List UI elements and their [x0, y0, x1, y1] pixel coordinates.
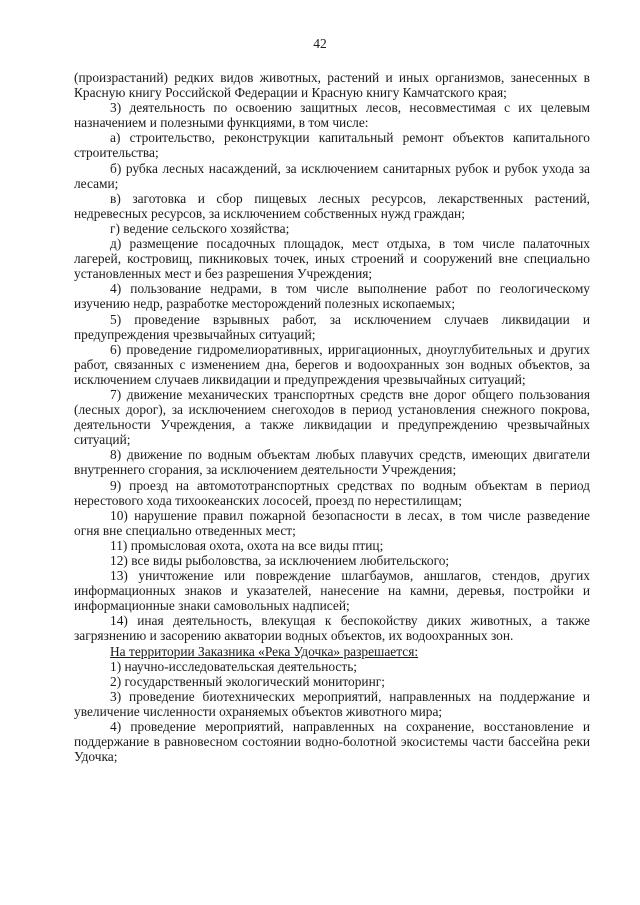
paragraph: 12) все виды рыболовства, за исключением любительского;	[110, 553, 450, 568]
section-heading	[74, 644, 590, 659]
paragraph: 9) проезд на автомототранспортных средствах по водным объектам в период нерестового хода тихоокеанских лососей, проезд по нерестилищам;	[74, 477, 590, 508]
paragraph: а) строительство, реконструкции капитальный ремонт объектов капитального строительства;	[74, 130, 590, 161]
section-heading-text: На территории Заказника «Река Удочка» разрешается:	[110, 643, 419, 659]
paragraph: 3) проведение биотехнических мероприятий, направленных на поддержание и увеличение численности охраняемых объектов животного мира;	[74, 688, 590, 719]
paragraph: б) рубка лесных насаждений, за исключением санитарных рубок и рубок ухода за лесами;	[74, 160, 590, 191]
paragraph: 7) движение механических транспортных средств вне дорог общего пользования (лесных дорог), за исключением снегоходов в период установления снежного покрова, деятельности Учреждения, а также ликвидации и предупреждению чрезвычайных ситуаций;	[74, 386, 590, 448]
paragraph: (произрастаний) редких видов животных, растений и иных организмов, занесенных в Красную книгу Российской Федерации и Красную книгу Камчатского края;	[74, 70, 590, 101]
paragraph: 1) научно-исследовательская деятельность;	[110, 658, 358, 674]
paragraph: 11) промысловая охота, охота на все виды птиц;	[110, 537, 384, 553]
document-body	[74, 70, 590, 764]
paragraph: 14) иная деятельность, влекущая к беспокойству диких животных, а также загрязнению и засорению акватории водных объектов, их водоохранных зон.	[74, 613, 590, 644]
paragraph: г) ведение сельского хозяйства;	[110, 220, 290, 236]
paragraph: 4) проведение мероприятий, направленных на сохранение, восстановление и поддержание в равновесном состоянии водно-болотной экосистемы части бассейна реки Удочка;	[74, 719, 590, 765]
paragraph: 3) деятельность по освоению защитных лесов, несовместимая с их целевым назначением и полезными функциями, в том числе:	[74, 100, 590, 131]
paragraph: в) заготовка и сбор пищевых лесных ресурсов, лекарственных растений, недревесных ресурсов, за исключением собственных нужд граждан;	[74, 190, 590, 221]
paragraph: 10) нарушение правил пожарной безопасности в лесах, в том числе разведение огня вне специально отведенных мест;	[74, 507, 590, 538]
paragraph: 5) проведение взрывных работ, за исключением случаев ликвидации и предупреждения чрезвычайных ситуаций;	[74, 311, 590, 342]
paragraph: 4) пользование недрами, в том числе выполнение работ по геологическому изучению недр, разработке месторождений полезных ископаемых;	[74, 281, 590, 312]
paragraph: 13) уничтожение или повреждение шлагбаумов, аншлагов, стендов, других информационных знаков и указателей, нанесение на камни, деревья, постройки и информационные знаки самовольных надписей;	[74, 568, 590, 614]
paragraph: 8) движение по водным объектам любых плавучих средств, имеющих двигатели внутреннего сгорания, за исключением деятельности Учреждения;	[74, 447, 590, 478]
paragraph: 2) государственный экологический мониторинг;	[110, 673, 385, 689]
paragraph: 6) проведение гидромелиоративных, ирригационных, дноуглубительных и других работ, связанных с изменением дна, берегов и водоохранных зон водных объектов, за исключением случаев ликвидации и предупреждения чрезвычайных ситуаций;	[74, 341, 590, 387]
page-number: 42	[313, 36, 327, 51]
paragraph: д) размещение посадочных площадок, мест отдыха, в том числе палаточных лагерей, костровищ, пикниковых точек, иных строений и сооружений вне специально установленных мест и без разрешения Учреждения;	[74, 236, 590, 282]
